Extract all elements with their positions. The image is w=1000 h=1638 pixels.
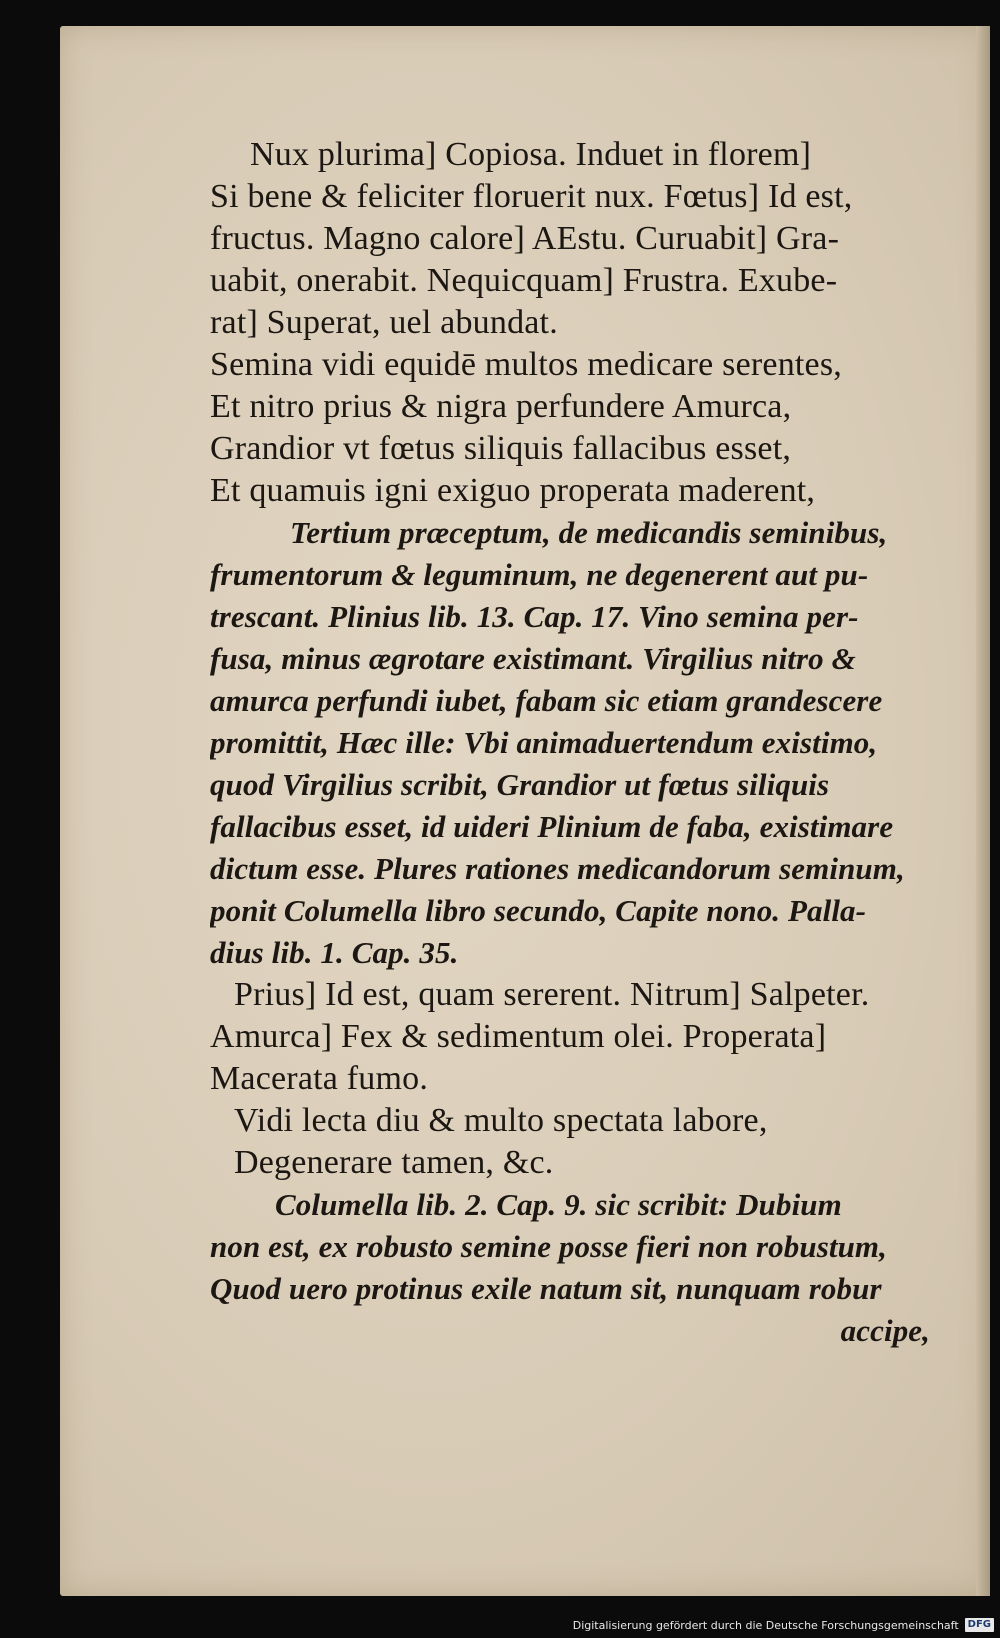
commentary-line: frumentorum & leguminum, ne degenerent aut pu- <box>210 557 869 592</box>
verse-line: Vidi lecta diu & multo spectata labore, <box>234 1102 768 1139</box>
verse-line: Semina vidi equidē multos medicare serentes, <box>210 346 842 383</box>
commentary-line: trescant. Plinius lib. 13. Cap. 17. Vino semina per- <box>210 599 859 634</box>
commentary-line: dictum esse. Plures rationes medicandorum seminum, <box>210 851 905 886</box>
page-edge <box>976 26 990 1596</box>
verse-line: Degenerare tamen, &c. <box>234 1144 554 1181</box>
catchword: accipe, <box>840 1313 930 1348</box>
verse-line: Et quamuis igni exiguo properata maderent, <box>210 472 816 509</box>
commentary-line: Columella lib. 2. Cap. 9. sic scribit: Dubium <box>275 1187 842 1222</box>
commentary-line: Quod uero protinus exile natum sit, nunquam robur <box>210 1271 882 1306</box>
commentary-line: Tertium præceptum, de medicandis seminibus, <box>290 515 888 550</box>
text-line: Prius] Id est, quam sererent. Nitrum] Salpeter. <box>234 976 870 1013</box>
commentary-line: non est, ex robusto semine posse fieri non robustum, <box>210 1229 887 1264</box>
text-line: Si bene & feliciter floruerit nux. Fœtus] Id est, <box>210 178 853 215</box>
verse-line: Grandior vt fœtus siliquis fallacibus esset, <box>210 430 792 467</box>
commentary-line: ponit Columella libro secundo, Capite nono. Palla- <box>210 893 867 928</box>
text-line: Macerata fumo. <box>210 1060 429 1097</box>
verse-line: Et nitro prius & nigra perfundere Amurca, <box>210 388 792 425</box>
commentary-line: fusa, minus ægrotare existimant. Virgilius nitro & <box>210 641 856 676</box>
commentary-line: quod Virgilius scribit, Grandior ut fœtus siliquis <box>210 767 830 802</box>
page-text-block <box>210 134 940 1352</box>
digitization-footer <box>573 1616 994 1634</box>
footer-credit-text: Digitalisierung gefördert durch die Deutsche Forschungsgemeinschaft <box>572 1618 959 1632</box>
commentary-line: fallacibus esset, id uideri Plinium de faba, existimare <box>210 809 894 844</box>
text-line: uabit, onerabit. Nequicquam] Frustra. Exube- <box>210 262 838 299</box>
text-line: fructus. Magno calore] AEstu. Curuabit] Gra- <box>210 220 840 257</box>
dfg-logo-icon: DFG <box>965 1618 994 1632</box>
text-line: Nux plurima] Copiosa. Induet in florem] <box>250 136 812 173</box>
text-line: Amurca] Fex & sedimentum olei. Properata] <box>210 1018 827 1055</box>
book-page <box>60 26 990 1596</box>
text-line: rat] Superat, uel abundat. <box>210 304 558 341</box>
commentary-line: promittit, Hæc ille: Vbi animaduertendum existimo, <box>210 725 878 760</box>
commentary-line: amurca perfundi iubet, fabam sic etiam grandescere <box>210 683 883 718</box>
commentary-line: dius lib. 1. Cap. 35. <box>210 935 459 970</box>
